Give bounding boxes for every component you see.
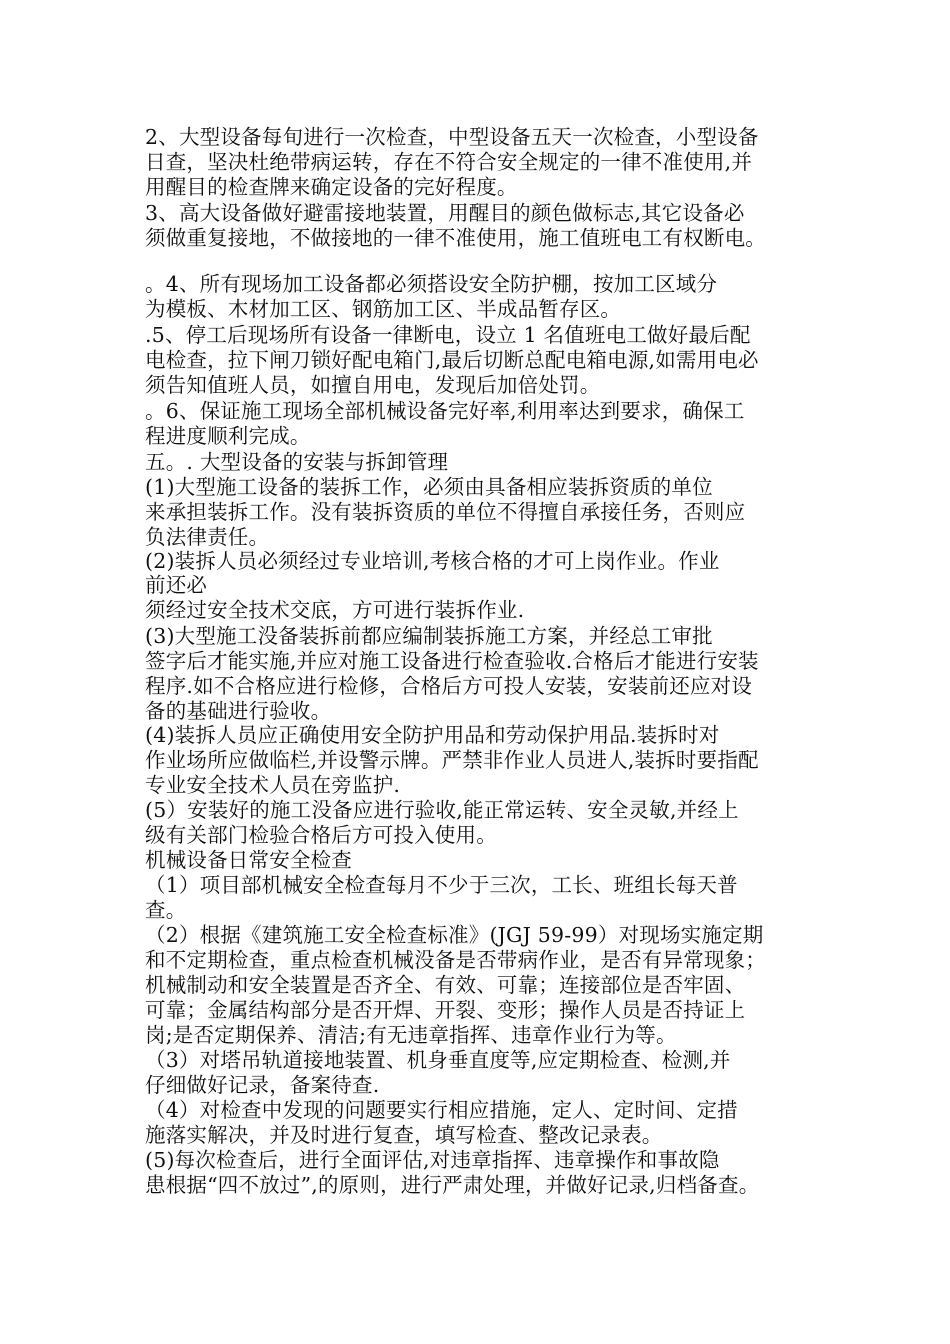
text-line: 查。 [145,898,187,922]
text-line: 程进度顺利完成。 [145,424,311,448]
text-line: 须做重复接地，不做接地的一律不准使用，施工值班电工有权断电。 [145,226,766,250]
text-line: 机械制动和安全装置是否齐全、有效、可靠；连接部位是否牢固、 [145,973,746,997]
text-line: (1)大型施工设备的装拆工作，必须由具备相应装拆资质的单位 [145,475,713,499]
text-line: 签字后才能实施,并应对施工设备进行检查验收.合格后才能进行安装 [145,649,759,673]
text-line: 患根据“四不放过”,的原则，进行严肃处理，并做好记录,归档备查。 [145,1173,760,1197]
text-line: 须告知值班人员，如擅自用电，发现后加倍处罚。 [145,373,601,397]
text-line: (5）安装好的施工没备应进行验收,能正常运转、安全灵敏,并经上 [145,798,739,822]
text-line: 。4、所有现场加工设备都必须搭设安全防护棚，按加工区域分 [145,272,718,296]
text-line: .5、停工后现场所有设备一律断电，设立 1 名值班电工做好最后配 [145,323,751,347]
text-line: （2）根据《建筑施工安全检查标准》(JGJ 59-99）对现场实施定期 [145,923,764,947]
text-line: (3)大型施工没备装拆前都应编制装拆施工方案，并经总工审批 [145,624,713,648]
text-line: 级有关部门检验合格后方可投入使用。 [145,823,497,847]
text-line: (2)装拆人员必须经过专业培训,考核合格的才可上岗作业。作业 [145,549,720,573]
text-line: 可靠；金属结构部分是否开焊、开裂、变形；操作人员是否持证上 [145,998,746,1022]
subsection-heading: 机械设备日常安全检查 [145,848,352,872]
text-line: 须经过安全技术交底，方可进行装拆作业. [145,598,525,622]
text-line: （1）项目部机械安全检查每月不少于三次，工长、班组长每天普 [145,873,738,897]
text-line: 电检查，拉下闸刀锁好配电箱门,最后切断总配电箱电源,如需用电必 [145,348,759,372]
text-line: 。6、保证施工现场全部机械设备完好率,利用率达到要求，确保工 [145,399,745,423]
text-line: （4）对检查中发现的问题要实行相应措施，定人、定时间、定措 [145,1098,738,1122]
text-line: 专业安全技术人员在旁监护. [145,773,401,797]
text-line: 施落实解决，并及时进行复查，填写检查、整改记录表。 [145,1123,663,1147]
text-line: 作业场所应做临栏,并设警示牌。严禁非作业人员进人,装拆时要指配 [145,748,759,772]
text-line: 和不定期检查，重点检查机械没备是否带病作业，是否有异常现象； [145,948,766,972]
text-line: 仔细做好记录，备案待查. [145,1073,380,1097]
section-heading: 五。. 大型设备的安装与拆卸管理 [145,450,449,474]
text-line: （3）对塔吊轨道接地装置、机身垂直度等,应定期检查、检测,并 [145,1048,731,1072]
text-line: 日查，坚决杜绝带病运转，存在不符合安全规定的一律不准使用,并 [145,150,753,174]
text-line: 3、高大设备做好避雷接地装置，用醒目的颜色做标志,其它设备必 [145,201,745,225]
text-line: 2、大型设备每旬进行一次检查，中型设备五天一次检查，小型设备 [145,125,759,149]
text-line: 备的基础进行验收。 [145,699,332,723]
text-line: 用醒目的检查牌来确定设备的完好程度。 [145,175,518,199]
text-line: 为模板、木材加工区、钢筋加工区、半成品暂存区。 [145,297,622,321]
text-line: (4)装拆人员应正确使用安全防护用品和劳动保护用品.装拆时对 [145,723,720,747]
text-line: 程序.如不合格应进行检修，合格后方可投人安装，安装前还应对设 [145,674,753,698]
text-line: 前还必 [145,573,208,597]
text-line: 岗;是否定期保养、清洁;有无违章指挥、违章作业行为等。 [145,1023,677,1047]
text-line: 来承担装拆工作。没有装拆资质的单位不得擅自承接任务，否则应 [145,500,746,524]
text-line: 负法律责任。 [145,525,270,549]
text-line: (5)每次检查后，进行全面评估,对违章指挥、违章操作和事故隐 [145,1148,720,1172]
